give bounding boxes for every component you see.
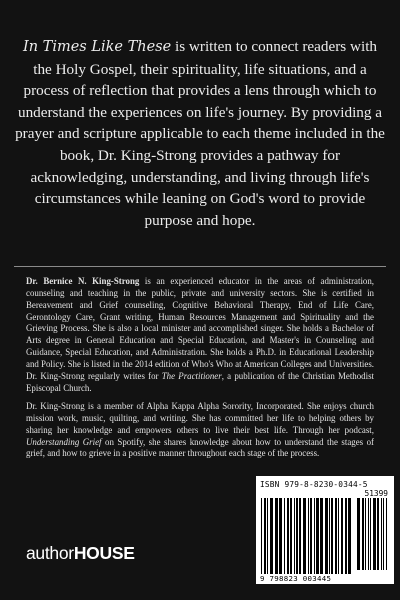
book-description xyxy=(12,36,388,231)
publisher-logo xyxy=(26,543,135,564)
isbn-label: ISBN 979-8-8230-0344-5 xyxy=(260,480,368,489)
price-code: 51399 xyxy=(364,489,388,498)
author-name: Dr. Bernice N. King-Strong xyxy=(26,276,140,286)
barcode-bars xyxy=(260,498,354,574)
author-bio-paragraph-2 xyxy=(26,401,374,460)
podcast-title: Understanding Grief xyxy=(26,436,102,447)
publisher-logo-part1: author xyxy=(26,543,74,563)
barcode-addon-bars xyxy=(356,498,390,570)
bio-text-2: Dr. King-Strong is a member of Alpha Kappa Alpha Sorority, Incorporated. She enjoys church mission work, music, quilting, and writing. She has committed her life to helping others by sharing her knowledge and empowers others to live their best life. Through her podcast, xyxy=(26,401,374,435)
bio-text-2-end: on Spotify, she shares knowledge about how to understand the stages of grief, and how to grieve in a positive manner throughout each stage of the process. xyxy=(26,436,375,459)
section-divider xyxy=(14,266,386,267)
publisher-logo-part2: HOUSE xyxy=(73,543,135,563)
bio-text-1: is an experienced educator in the areas of administration, counseling and teaching in the public, private and university sectors. She is certified in Bereavement and Grief counseling, Cognitive Behavioral Therapy, End of Life Care, Gerontology Care, Grant writing, Human Resources Management and Spirituality and the Grieving Process. She is also a local minister and accomplished singer. She holds a Bachelor of Arts degree in General Education and Special Education, and Master's in Counseling and Guidance, Special Education, and Administration. She holds a Ph.D. in Educational Leadership and Policy. She is listed in the 2014 edition of Who's Who at American Colleges and Universities. Dr. King-Strong regularly writes for xyxy=(26,276,374,381)
author-bio-paragraph-1 xyxy=(26,276,374,394)
isbn-barcode xyxy=(256,476,394,584)
book-description-text: is written to connect readers with the Holy Gospel, their spirituality, life situations, and a process of reflection that provides a lens through which to understand the experiences on life's journey. By providing a prayer and scripture applicable to each theme included in the book, Dr. King-Strong provides a pathway for acknowledging, understanding, and living through life's circumstances while leaning on God's word to provide purpose and hope. xyxy=(15,38,385,229)
bio-text-1-end: , a publication of the Christian Methodist Episcopal Church. xyxy=(26,370,374,393)
barcode-digits: 9 798823 003445 xyxy=(260,574,332,583)
book-title: In Times Like These xyxy=(22,39,172,55)
publication-title: The Practitioner xyxy=(161,370,222,381)
